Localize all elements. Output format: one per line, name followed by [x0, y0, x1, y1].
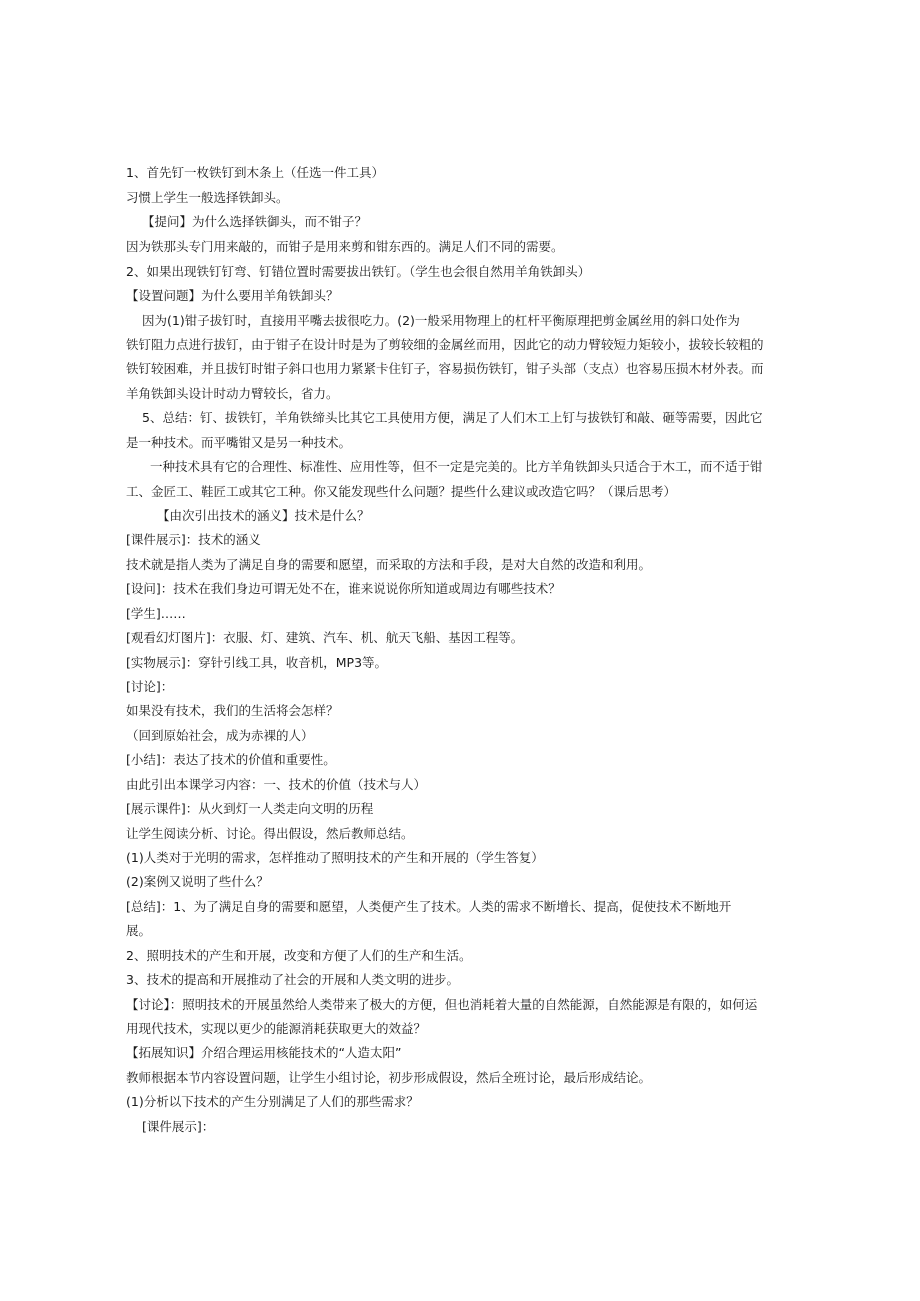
text-line: 铁钉较困难，并且拔钉时钳子斜口也用力紧紧卡住钉子，容易损伤铁钉，钳子头部（支点）也容易压损木材外表。而 — [126, 361, 764, 376]
text-line: 如果没有技术，我们的生活将会怎样？ — [126, 703, 339, 718]
text-line: 【拓展知识】介绍合理运用核能技术的“人造太阳” — [126, 1045, 402, 1060]
text-line: （回到原始社会，成为赤裸的人） — [126, 728, 314, 743]
text-line: [设问]：技术在我们身边可谓无处不在，谁来说说你所知道或周边有哪些技术？ — [126, 581, 561, 596]
text-line: 工、金匠工、鞋匠工或其它工种。你又能发现些什么问题？提些什么建议或改造它吗？（课后思考） — [126, 484, 677, 499]
text-line: [观看幻灯图片]：衣服、灯、建筑、汽车、机、航天飞船、基因工程等。 — [126, 630, 524, 645]
text-line: 【讨论】：照明技术的开展虽然给人类带来了极大的方便，但也消耗着大量的自然能源，自然能源是有限的，如何运 — [126, 997, 758, 1012]
text-line: 【由次引出技术的涵义】技术是什么？ — [157, 508, 370, 523]
text-line: 【提问】为什么选择铁御头，而不钳子？ — [142, 214, 368, 229]
text-line: 【设置问题】为什么要用羊角铁卸头？ — [126, 288, 339, 303]
text-line: 教师根据本节内容设置问题，让学生小组讨论，初步形成假设，然后全班讨论，最后形成结论。 — [126, 1070, 652, 1085]
text-line: (1)分析以下技术的产生分别满足了人们的那些需求？ — [126, 1094, 419, 1109]
text-line: [展示课件]：从火到灯一人类走向文明的历程 — [126, 801, 374, 816]
text-line: 3、技术的提高和开展推动了社会的开展和人类文明的进步。 — [126, 972, 459, 987]
text-line: [总结]：1、为了满足自身的需要和愿望，人类便产生了技术。人类的需求不断增长、提高，促使技术不断地开 — [126, 899, 732, 914]
text-line: (1)人类对于光明的需求，怎样推动了照明技术的产生和开展的（学生答复） — [126, 850, 544, 865]
text-line: [学生]…… — [126, 606, 186, 621]
text-line: [讨论]： — [126, 679, 174, 694]
text-line: 由此引出本课学习内容：一、技术的价值（技术与人） — [126, 777, 427, 792]
text-line: 因为(1)钳子拔钉时，直接用平嘴去拔很吃力。(2)一般采用物理上的杠杆平衡原理把剪金属丝用的斜口处作为 — [142, 313, 740, 328]
text-line: 5、总结：钉、拔铁钉，羊角铁缔头比其它工具使用方便，满足了人们木工上钉与拔铁钉和敲、砸等需要，因此它 — [142, 410, 763, 425]
text-line: [实物展示]：穿针引线工具，收音机，MP3等。 — [126, 655, 388, 670]
text-line: 1、首先钉一枚铁钉到木条上（任选一件工具） — [126, 165, 384, 180]
text-line: [课件展示]：技术的涵义 — [126, 532, 261, 547]
text-line: (2)案例又说明了些什么？ — [126, 874, 269, 889]
text-line: 是一种技术。而平嘴钳又是另一种技术。 — [126, 435, 352, 450]
text-line: 用现代技术，实现以更少的能源消耗获取更大的效益？ — [126, 1021, 427, 1036]
text-line: [课件展示]： — [142, 1119, 215, 1134]
text-line: 因为铁那头专门用来敲的，而钳子是用来剪和钳东西的。满足人们不同的需要。 — [126, 239, 564, 254]
text-line: 铁钉阻力点进行拔钉，由于钳子在设计时是为了剪较细的金属丝而用，因此它的动力臂较短力矩较小，拔较长较粗的 — [126, 337, 764, 352]
text-line: 2、照明技术的产生和开展，改变和方便了人们的生产和生活。 — [126, 948, 472, 963]
text-line: [小结]：表达了技术的价值和重要性。 — [126, 752, 336, 767]
text-line: 习惯上学生一般选择铁卸头。 — [126, 190, 289, 205]
text-line: 让学生阅读分析、讨论。得出假设，然后教师总结。 — [126, 826, 414, 841]
text-line: 羊角铁卸头设计时动力臂较长，省力。 — [126, 386, 339, 401]
text-line: 展。 — [126, 923, 152, 938]
text-line: 技术就是指人类为了满足自身的需要和愿望，而采取的方法和手段，是对大自然的改造和利用。 — [126, 557, 652, 572]
text-line: 一种技术具有它的合理性、标准性、应用性等，但不一定是完美的。比方羊角铁卸头只适合于木工，而不适于钳 — [150, 459, 763, 474]
text-line: 2、如果出现铁钉钉弯、钉错位置时需要拔出铁钉。（学生也会很自然用羊角铁卸头） — [126, 264, 591, 279]
